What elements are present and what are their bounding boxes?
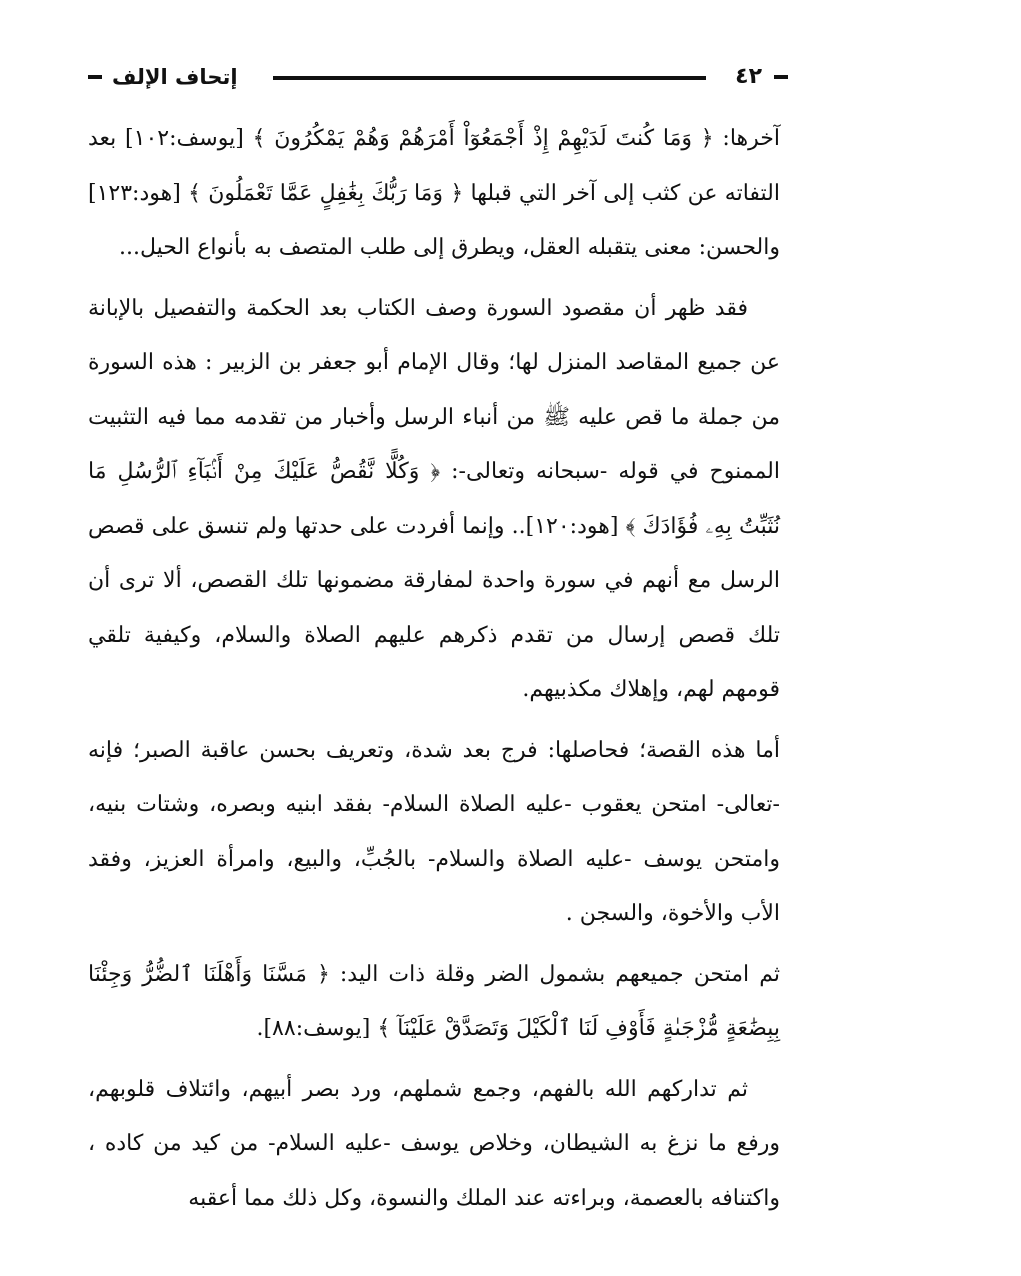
body-text (88, 112, 780, 1226)
paragraph: فقد ظهر أن مقصود السورة وصف الكتاب بعد الحكمة والتفصيل بالإبانة عن جميع المقاصد المنزل لها؛ وقال الإمام أبو جعفر بن الزبير : هذه السورة من جملة ما قص عليه ﷺ من أنباء الرسل وأخبار من تقدمه مما فيه التثبيت الممنوح في قوله -سبحانه وتعالى-: ﴿ وَكُلًّا نَّقُصُّ عَلَيْكَ مِنْ أَنۢبَآءِ ٱلرُّسُلِ مَا نُثَبِّتُ بِهِۦ فُؤَادَكَ ﴾ [هود:١٢٠].. وإنما أفردت على حدتها ولم تنسق على قصص الرسل مع أنهم في سورة واحدة لمفارقة مضمونها تلك القصص، ألا ترى أن تلك قصص إرسال من تقدم ذكرهم عليهم الصلاة والسلام، وكيفية تلقي قومهم لهم، وإهلاك مكذبيهم. (88, 295, 780, 702)
page-number-group (735, 60, 788, 94)
header-rule (273, 76, 706, 80)
running-title: إتحاف الإلف (112, 65, 238, 89)
paragraph: ثم امتحن جميعهم بشمول الضر وقلة ذات اليد: ﴿ مَسَّنَا وَأَهْلَنَا ٱلضُّرُّ وَجِئْنَا بِبِضَٰعَةٍ مُّزْجَىٰةٍ فَأَوْفِ لَنَا ٱلْكَيْلَ وَتَصَدَّقْ عَلَيْنَآ ﴾ [يوسف:٨٨]. (88, 961, 780, 1041)
running-title-group (88, 60, 238, 94)
paragraph: ثم تداركهم الله بالفهم، وجمع شملهم، ورد بصر أبيهم، وائتلاف قلوبهم، ورفع ما نزغ به الشيطان، وخلاص يوسف -عليه السلام- من كيد من كاده ، واكتنافه بالعصمة، وبراءته عند الملك والنسوة، وكل ذلك مما أعقبه (88, 1076, 780, 1211)
paragraph: آخرها: ﴿ وَمَا كُنتَ لَدَيْهِمْ إِذْ أَجْمَعُوٓاْ أَمْرَهُمْ وَهُمْ يَمْكُرُونَ ﴾ [يوسف:١٠٢] بعد التفاته عن كثب إلى آخر التي قبلها ﴿ وَمَا رَبُّكَ بِغَٰفِلٍ عَمَّا تَعْمَلُونَ ﴾ [هود:١٢٣] والحسن: معنى يتقبله العقل، ويطرق إلى طلب المتصف به بأنواع الحيل... (88, 126, 780, 260)
paragraph: أما هذه القصة؛ فحاصلها: فرج بعد شدة، وتعريف بحسن عاقبة الصبر؛ فإنه -تعالى- امتحن يعقوب -عليه الصلاة السلام- بفقد ابنيه وبصره، وشتات بنيه، وامتحن يوسف -عليه الصلاة والسلام- بالجُبِّ، والبيع، وامرأة العزيز، وفقد الأب والأخوة، والسجن . (88, 737, 780, 926)
header-dash (88, 75, 102, 79)
header-dash (774, 75, 788, 79)
page-number: ٤٢ (735, 64, 762, 89)
page-header (88, 60, 788, 94)
